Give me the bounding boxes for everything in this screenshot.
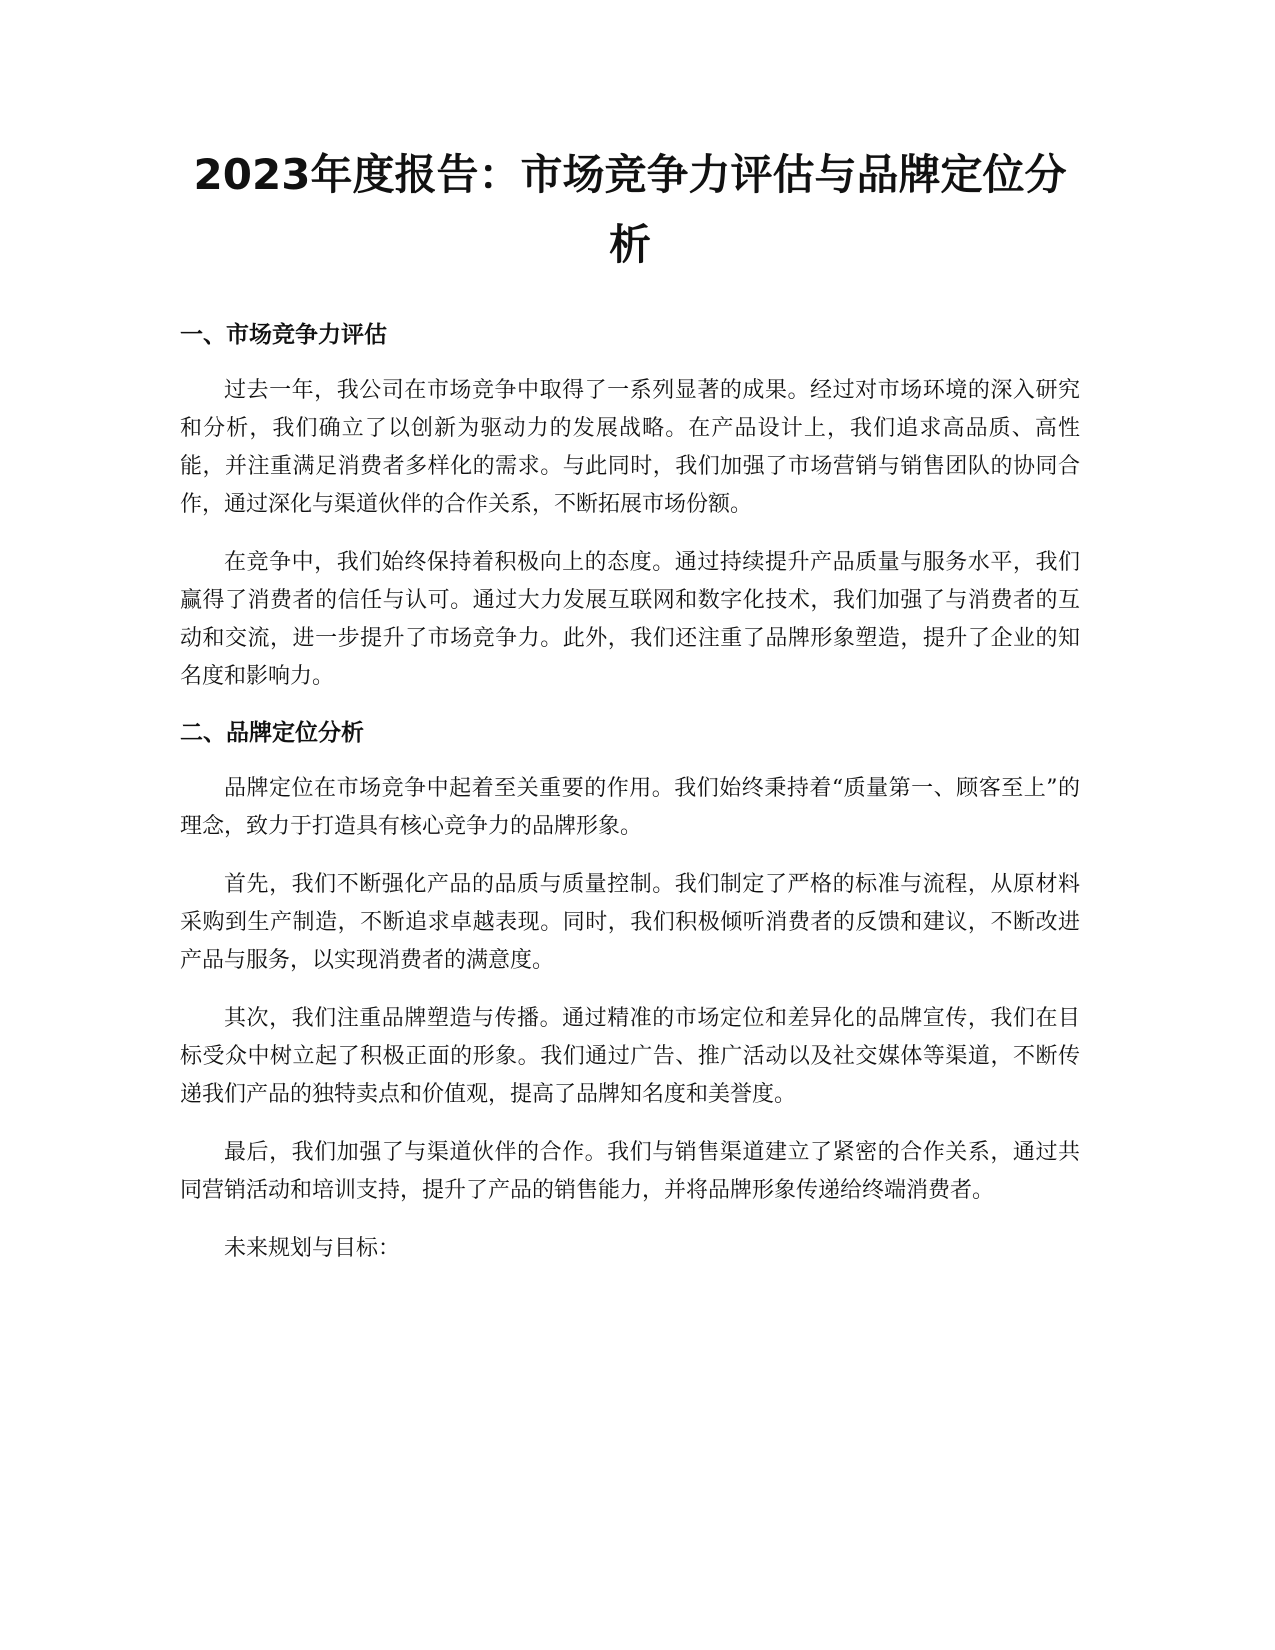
section-heading: 二、品牌定位分析 [180, 720, 364, 746]
paragraph: 首先，我们不断强化产品的品质与质量控制。我们制定了严格的标准与流程，从原材料采购到生产制造，不断追求卓越表现。同时，我们积极倾听消费者的反馈和建议，不断改进产品与服务，以实现消费者的满意度。 [180, 872, 1080, 973]
paragraph: 过去一年，我公司在市场竞争中取得了一系列显著的成果。经过对市场环境的深入研究和分析，我们确立了以创新为驱动力的发展战略。在产品设计上，我们追求高品质、高性能，并注重满足消费者多样化的需求。与此同时，我们加强了市场营销与销售团队的协同合作，通过深化与渠道伙伴的合作关系，不断拓展市场份额。 [180, 378, 1080, 517]
paragraph: 在竞争中，我们始终保持着积极向上的态度。通过持续提升产品质量与服务水平，我们赢得了消费者的信任与认可。通过大力发展互联网和数字化技术，我们加强了与消费者的互动和交流，进一步提升了市场竞争力。此外，我们还注重了品牌形象塑造，提升了企业的知名度和影响力。 [180, 550, 1080, 689]
section-heading: 一、市场竞争力评估 [180, 322, 387, 348]
paragraph: 最后，我们加强了与渠道伙伴的合作。我们与销售渠道建立了紧密的合作关系，通过共同营销活动和培训支持，提升了产品的销售能力，并将品牌形象传递给终端消费者。 [180, 1140, 1080, 1203]
document-page [180, 140, 1080, 1288]
section-market-competitiveness [180, 318, 1080, 696]
section-brand-positioning [180, 716, 1080, 1268]
paragraph: 其次，我们注重品牌塑造与传播。通过精准的市场定位和差异化的品牌宣传，我们在目标受众中树立起了积极正面的形象。我们通过广告、推广活动以及社交媒体等渠道，不断传递我们产品的独特卖点和价值观，提高了品牌知名度和美誉度。 [180, 1006, 1080, 1107]
document-title: 2023年度报告：市场竞争力评估与品牌定位分析 [193, 150, 1067, 269]
paragraph: 品牌定位在市场竞争中起着至关重要的作用。我们始终秉持着“质量第一、顾客至上”的理念，致力于打造具有核心竞争力的品牌形象。 [180, 776, 1080, 839]
paragraph: 未来规划与目标： [224, 1236, 401, 1261]
